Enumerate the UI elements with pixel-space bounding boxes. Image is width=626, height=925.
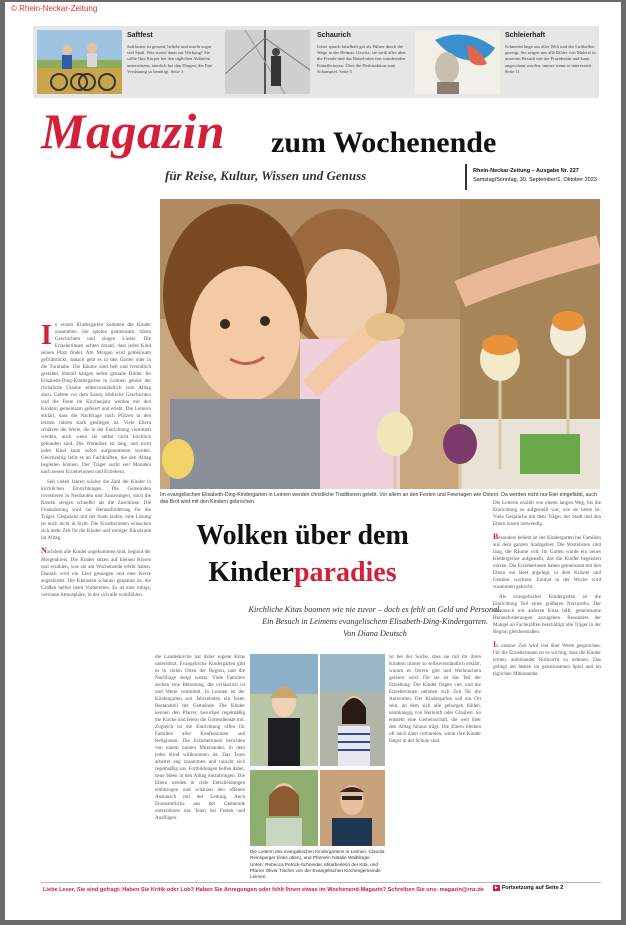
edition-info: Rhein-Neckar-Zeitung – Ausgabe Nr. 227 bbox=[473, 168, 579, 174]
headline-kinder: Kinder bbox=[208, 557, 294, 588]
paragraph: die Landeskirche hat daher eigene Kitas unterstützt. Evangelische Kindergärten gibt es in vielen Orten der Region, und die Nachfrage steigt weiter. Viele Familien suchen eine Betreuung, die verlässlich ist und Werte vermittelt. In Leimen ist der Kindergarten seit Jahrzehnten ein fester Bestandteil der Gemeinde. Die Kinder kennen den Pfarrer, besuchen regelmäßig die Kirche und feiern die Gottesdienste mit. Zugleich ist die Einrichtung offen für Familien aller Konfessionen und Religionen. Die Erzieherinnen berichten von einem bunten Miteinander, in dem jedes Kind willkommen ist. Das Team arbeitet eng zusammen und tauscht sich regelmäßig aus. Fortbildungen helfen dabei, neue Ideen in den Alltag einzubringen. Die Eltern werden in viele Entscheidungen einbezogen und schätzen den offenen Austausch mit der Leitung. Auch Ehrenamtliche aus der Gemeinde unterstützen das Team bei Festen und Ausflügen. bbox=[155, 654, 245, 822]
masthead-zum-wochenende: zum Wochenende bbox=[271, 126, 497, 159]
paragraph: Als evangelischer Kindergarten ist die Einrichtung Teil eines größeren Netzwerks. Der Austausch mit anderen Kitas hilft, gemeinsame Herausforderungen anzugehen. Besonders der Mangel an Fachkräften beschäftigt alle Träger in der Region gleichermaßen. bbox=[493, 594, 601, 636]
masthead-subtitle: für Reise, Kultur, Wissen und Genuss bbox=[165, 168, 367, 183]
paragraph-initial: N bbox=[41, 546, 47, 556]
masthead-divider bbox=[465, 164, 467, 190]
headline-line-2 bbox=[155, 557, 450, 589]
hero-caption: Im evangelischen Elisabeth-Ding-Kindergarten in Leimen werden christliche Traditionen gelebt. Vor allem an den Festen und Feiertagen wie Ostern: Da werden nicht nur Eier eingefärbt, auch das Brot wird mit den Kindern gebrochen. bbox=[160, 492, 597, 506]
paragraph: ist bei der Suche, dass sie mit ihr ihren Kindern immer so selbstverständlich erklärt, warum es Ostern gibt und Weihnachten gefeiert wird. Für sie ist das Teil der Erziehung. Die Kinder fragen viel, und die Erzieherinnen nehmen sich Zeit für die Antworten. Der Kindergarten soll ein Ort sein, an dem sich alle geborgen fühlen, unabhängig von Herkunft oder Glauben. So entsteht eine Gemeinschaft, die weit über den Alltag hinaus trägt. Die Eltern bleiben oft auch dann verbunden, wenn ihre Kinder längst in der Schule sind. bbox=[389, 654, 481, 745]
article-column-1 bbox=[41, 322, 151, 874]
paragraph: n einem Kindergarten kommen die Kinder zusammen. Sie spielen gemeinsam, hören Geschichten und singen Lieder. Die Erzieherinnen achten darauf, dass jedes Kind seinen Platz findet. Am Morgen wird gemeinsam gefrühstückt, danach geht es in den Garten oder in die Turnhalle. Die Räume sind hell und freundlich gestaltet, überall hängen selbst gemalte Bilder. Im Elisabeth-Ding-Kindergarten in Leimen gehört der christliche Glaube selbstverständlich zum Alltag dazu. Gebete vor dem Essen, biblische Geschichten und die Feste im Kirchenjahr werden mit den Kindern gemeinsam gefeiert und erlebt. Die Leiterin erklärt, dass die Nachfrage nach Plätzen in den letzten Jahren stark gestiegen ist. Viele Eltern schätzen die Werte, die in der Einrichtung vermittelt werden, auch wenn sie selbst nicht kirchlich gebunden sind. Die Warteliste ist lang, und nicht jedes Kind kann sofort aufgenommen werden. Gleichzeitig fehlt es an Fachkräften, die den Alltag begleiten können. Der Träger sucht seit Monaten nach neuen Erzieherinnen und Erziehern. bbox=[41, 322, 151, 476]
newspaper-page bbox=[5, 2, 621, 920]
deck-byline: Von Diana Deutsch bbox=[343, 628, 407, 638]
paragraph-initial: I bbox=[493, 640, 497, 650]
footer-divider bbox=[41, 882, 601, 883]
teaser-title[interactable]: Schleierhaft bbox=[505, 32, 546, 39]
masthead bbox=[41, 102, 601, 194]
article-column-4 bbox=[493, 500, 601, 876]
edition-date: Samstag/Sonntag, 30. September/1. Oktober 2023 bbox=[473, 177, 597, 183]
paragraph bbox=[493, 639, 601, 678]
article-column-2 bbox=[155, 654, 245, 876]
teaser-text: Gäste sprach fabelhaft gut als Führer durch die Wege in der Heimat. Gewiss, sie weiß alles über die Freude und das Rätselraten von wandernden Künstlerinnen. Über die Herbstaktion zum Schauspiel. Seite 5 bbox=[317, 44, 406, 74]
paragraph-initial: B bbox=[493, 532, 499, 542]
photo-kita-staff[interactable] bbox=[250, 770, 318, 846]
deck-line: Ein Besuch in Leimens evangelischem Elisabeth-Ding-Kindergarten. bbox=[262, 616, 488, 626]
group-photo-caption: Die Leiterin des evangelischen Kindergartens in Leimen, Claudia Reinsperger (links oben), und Pfarrerin Natalie Waiblinger. Unten: Rebecca Petrick-Schneider, Mitarbeiterin der Kita, und Pfarrer Oliver Tischer von der Evangelischen Kirchengemeinde Leimen. bbox=[250, 849, 385, 880]
paragraph-text: n unserer Zeit wird viel über Werte gesprochen. Für die Erzieherinnen ist es wichtig, dass die Kinder lernen, aufeinander Rücksicht zu nehmen. Das gelingt am besten im gemeinsamen Spiel und im täglichen Miteinander. bbox=[493, 643, 601, 678]
paragraph: Die Leiterin erzählt von einem langen Weg, bis die Einrichtung so aufgestellt war, wie sie heute ist. Viele Gespräche mit dem Träger, der Stadt und den Eltern waren notwendig. bbox=[493, 500, 601, 528]
article-column-3 bbox=[389, 654, 481, 876]
paragraph bbox=[493, 531, 601, 591]
teaser-text: Saftfasten ist gesund, beliebt und macht sogar viel Spaß. Was startet dann zur Wirkung? Sie sollte Ihre Körper bei den täglichen Abläufen unterstützen, nämlich bei den Dingen, die Ihre Verdauung so benötigt. Seite 3 bbox=[127, 44, 213, 74]
teaser-bar bbox=[33, 26, 599, 98]
paragraph bbox=[41, 545, 151, 598]
teaser-title[interactable]: Schaurich bbox=[317, 32, 351, 39]
paragraph-text: esonders beliebt ist der Kindergarten bei Familien aus dem ganzen Stadtgebiet. Die Wartelisten sind lang, die Räume voll. Im Garten wurde ein neues Klettergerüst aufgestellt, das die Kinder begeistert nutzen. Die Erzieherinnen haben gemeinsam mit den Eltern ein Beet angelegt, in dem Kräuter und Gemüse wachsen. Einmal in der Woche wird zusammen gekocht. bbox=[493, 535, 601, 591]
teaser-image-ship[interactable] bbox=[225, 30, 310, 94]
copyright-watermark: © Rhein-Neckar-Zeitung bbox=[11, 4, 98, 13]
masthead-magazin: Magazin bbox=[41, 103, 226, 159]
reader-feedback-note[interactable]: Liebe Leser, Sie sind gefragt: Haben Sie Kritik oder Lob? Haben Sie Anregungen oder fehlt Ihnen etwas im Wochenend-Magazin? Schreiben Sie uns: magazin@rnz.de bbox=[43, 887, 484, 893]
hero-photo-children[interactable] bbox=[160, 199, 600, 489]
deck-line: Kirchliche Kitas boomen wie nie zuvor – doch es fehlt an Geld und Personal. bbox=[248, 605, 502, 614]
teaser-image-veil[interactable] bbox=[415, 30, 500, 94]
continuation-text: Fortsetzung auf Seite 2 bbox=[501, 885, 564, 891]
paragraph-text: achdem alle Kinder angekommen sind, beginnt der Morgenkreis. Die Kinder sitzen auf kleinen Kissen und erzählen, was sie am Wochenende erlebt haben. Danach wird ein Lied gesungen und eine Kerze angezündet. Die Kleinsten schauen gespannt zu, die Großen helfen beim Vorbereiten. Es ist eine ruhige, vertraute Atmosphäre, in der sich alle wohlfühlen. bbox=[41, 549, 151, 598]
drop-cap: I bbox=[41, 322, 52, 351]
continuation-arrow-icon: ▸ bbox=[495, 885, 498, 891]
headline-paradies: paradies bbox=[293, 557, 397, 588]
photo-pastor-woman[interactable] bbox=[320, 654, 385, 766]
teaser-image-cyclists[interactable] bbox=[37, 30, 122, 94]
headline-line-1: Wolken über dem bbox=[196, 520, 409, 551]
continuation-note[interactable] bbox=[493, 885, 563, 891]
paragraph: Seit vielen Jahren wächst die Zahl der Kinder in kirchlichen Einrichtungen. Die Gemeinden investieren in Neubauten und Sanierungen, doch die Kosten steigen schneller als die Zuschüsse. Die Finanzierung wird zur Herausforderung für die Träger. Gespräche mit der Stadt laufen, eine Lösung ist noch nicht in Sicht. Die Erzieherinnen wünschen sich mehr Zeit für die Kinder und weniger Bürokratie im Alltag. bbox=[41, 479, 151, 542]
photo-kita-leader[interactable] bbox=[250, 654, 318, 766]
teaser-text: Schmetterlinge aus aller Welt und der Luftballon gezeigt. Sie zeigen uns alle Bilder von Malerei in unserem Besuch mit der Präsidentin und kann angeschaut werden, immer wenn er interessiert. Seite 11 bbox=[505, 44, 596, 74]
teaser-title[interactable]: Saftfest bbox=[127, 32, 153, 39]
photo-pastor-man[interactable] bbox=[320, 770, 385, 846]
